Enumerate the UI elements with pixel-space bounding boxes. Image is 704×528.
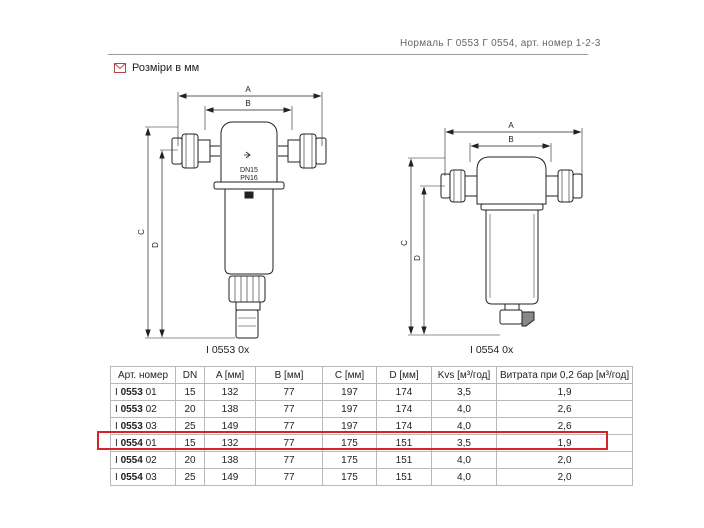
cell-c: 197: [323, 401, 377, 418]
cell-dn: 20: [176, 401, 205, 418]
section-title: Розміри в мм: [132, 62, 200, 74]
cell-art-number: [111, 469, 176, 486]
cell-dn: 20: [176, 452, 205, 469]
cell-b: 77: [256, 418, 323, 435]
cell-dn: 25: [176, 418, 205, 435]
cell-c: 197: [323, 384, 377, 401]
cell-d: 174: [377, 401, 432, 418]
col-header-kvs: Kvs [м³/год]: [432, 367, 497, 384]
cell-a: 138: [205, 401, 256, 418]
table-row: [111, 384, 633, 401]
art-number-bold: 0553: [120, 420, 143, 432]
art-number-bold: 0553: [120, 403, 143, 415]
art-number-prefix: I: [115, 471, 121, 483]
art-number-bold: 0554: [120, 454, 143, 466]
cell-kvs: 4,0: [432, 401, 497, 418]
cell-dn: 15: [176, 435, 205, 452]
art-number-prefix: I: [115, 403, 121, 415]
cell-a: 132: [205, 435, 256, 452]
highlight-box: [97, 431, 608, 450]
cell-kvs: 4,0: [432, 418, 497, 435]
drawing-caption-i0553: I 0553 0x: [206, 344, 250, 356]
art-number-prefix: I: [115, 454, 121, 466]
cell-b: 77: [256, 452, 323, 469]
cell-dn: 15: [176, 384, 205, 401]
cell-flow: 2,6: [497, 418, 633, 435]
cell-kvs: 4,0: [432, 452, 497, 469]
dim-d-label: D: [151, 242, 160, 248]
dim-c-label: C: [137, 229, 146, 235]
col-header-b: B [мм]: [256, 367, 323, 384]
art-number-prefix: I: [115, 420, 121, 432]
art-number-bold: 0553: [120, 386, 143, 398]
col-header-d: D [мм]: [377, 367, 432, 384]
dim-b-label: B: [508, 135, 514, 144]
table-row: [111, 469, 633, 486]
art-number-prefix: I: [115, 437, 121, 449]
col-header-dn: DN: [176, 367, 205, 384]
col-header-art-number: Арт. номер: [111, 367, 176, 384]
table-row: [111, 401, 633, 418]
dim-a-label: A: [508, 121, 514, 130]
cell-flow: 1,9: [497, 435, 633, 452]
cell-b: 77: [256, 435, 323, 452]
table-header-row: [111, 367, 633, 384]
cell-c: 197: [323, 418, 377, 435]
cell-d: 151: [377, 469, 432, 486]
cell-a: 149: [205, 469, 256, 486]
marking-dn: DN15: [240, 167, 258, 174]
dim-a-label: A: [245, 85, 251, 94]
cell-b: 77: [256, 401, 323, 418]
marking-pn: PN16: [240, 175, 258, 182]
table-row: [111, 452, 633, 469]
cell-d: 174: [377, 384, 432, 401]
dim-d-label: D: [413, 255, 422, 261]
cell-flow: 2,0: [497, 469, 633, 486]
cell-a: 138: [205, 452, 256, 469]
art-number-bold: 0554: [120, 471, 143, 483]
art-number-prefix: I: [115, 386, 121, 398]
art-number-suffix: 02: [142, 403, 157, 415]
cell-d: 151: [377, 435, 432, 452]
art-number-suffix: 03: [142, 420, 157, 432]
cell-art-number: [111, 452, 176, 469]
header-cut-text: Нормаль Г 0553 Г 0554, арт. номер 1-2-3: [400, 38, 601, 49]
cell-d: 174: [377, 418, 432, 435]
drawing-i0554: [400, 121, 582, 335]
cell-c: 175: [323, 452, 377, 469]
cell-a: 132: [205, 384, 256, 401]
cell-flow: 2,0: [497, 452, 633, 469]
art-number-suffix: 01: [142, 386, 157, 398]
dim-b-label: B: [245, 99, 251, 108]
cell-kvs: 4,0: [432, 469, 497, 486]
art-number-suffix: 03: [142, 471, 157, 483]
cell-flow: 2,6: [497, 401, 633, 418]
cell-art-number: [111, 384, 176, 401]
cell-b: 77: [256, 384, 323, 401]
cell-art-number: [111, 401, 176, 418]
drawing-caption-i0554: I 0554 0x: [470, 344, 514, 356]
dim-c-label: C: [400, 240, 409, 246]
dimensions-table: [110, 366, 633, 486]
art-number-suffix: 02: [142, 454, 157, 466]
art-number-suffix: 01: [142, 437, 157, 449]
cell-d: 151: [377, 452, 432, 469]
col-header-flow: Витрата при 0,2 бар [м³/год]: [497, 367, 633, 384]
drawing-i0553: [137, 85, 326, 338]
cell-c: 175: [323, 435, 377, 452]
cell-kvs: 3,5: [432, 384, 497, 401]
col-header-a: A [мм]: [205, 367, 256, 384]
cell-c: 175: [323, 469, 377, 486]
cell-a: 149: [205, 418, 256, 435]
art-number-bold: 0554: [120, 437, 143, 449]
cell-dn: 25: [176, 469, 205, 486]
col-header-c: C [мм]: [323, 367, 377, 384]
cell-b: 77: [256, 469, 323, 486]
cell-kvs: 3,5: [432, 435, 497, 452]
cell-flow: 1,9: [497, 384, 633, 401]
